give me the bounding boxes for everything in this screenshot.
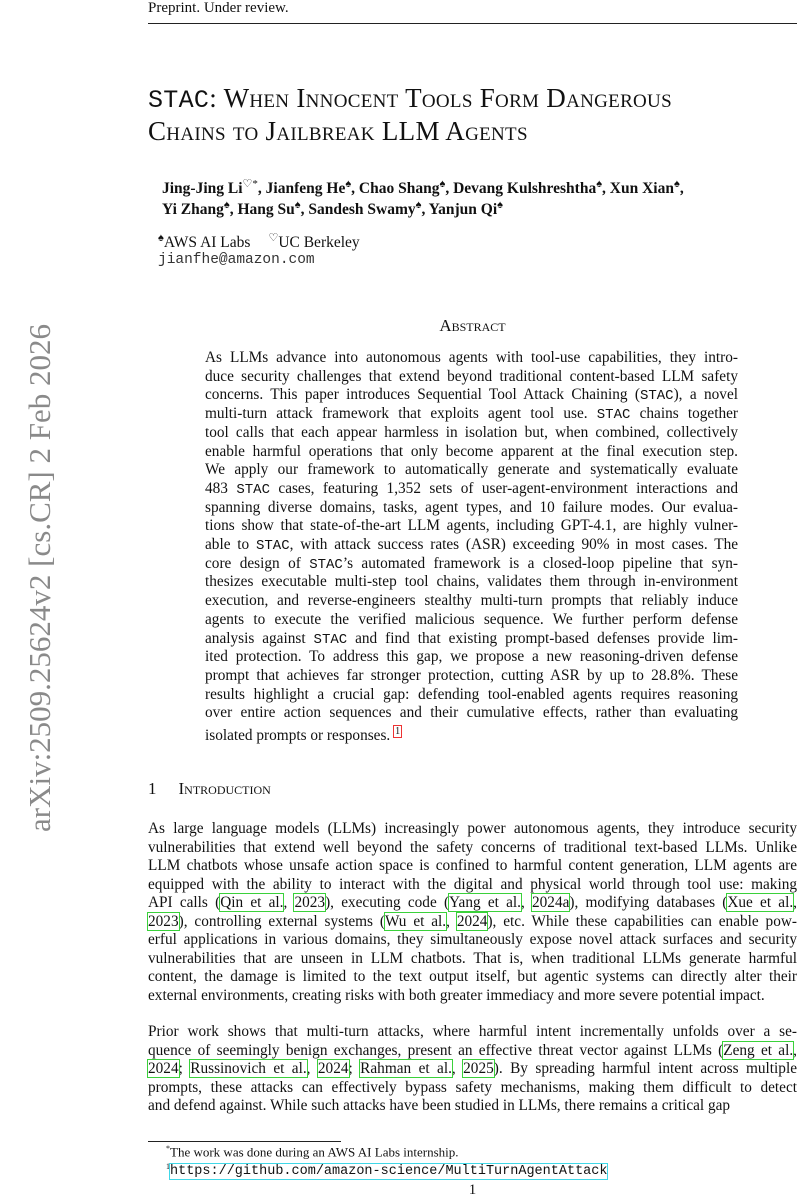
citation-link[interactable]: Yang et al.: [449, 894, 521, 912]
text-line: 2023), controlling external systems (Wu et al., 2024), etc. While these capabilities can enable pow-: [148, 912, 797, 930]
text-line: prompts, these attacks can effectively bypass safety mechanisms, making them difficult to detect: [148, 1078, 797, 1096]
abstract-heading: Abstract: [439, 316, 506, 335]
text-line: execution, and reverse-engineers stealthy multi-turn prompts that reliably induce: [205, 592, 738, 610]
separator: ,: [445, 180, 454, 198]
footnote-text: The work was done during an AWS AI Labs internship.: [170, 1144, 459, 1160]
method-name: STAC: [309, 556, 343, 573]
footnote-1: [166, 1162, 607, 1179]
affiliation-mark: ♠: [439, 178, 446, 190]
text-line: spanning diverse domains, tasks, agent types, and 10 failure modes. Our evalua-: [205, 498, 738, 516]
affiliation: [268, 234, 359, 251]
text-line: able to STAC, with attack success rates (ASR) exceeding 90% in most cases. The: [205, 536, 739, 554]
citation-link[interactable]: Russinovich et al.: [190, 1060, 307, 1078]
paper-title-line-1: [148, 83, 797, 115]
citation-link[interactable]: 2025: [463, 1060, 494, 1078]
text-line: erful applications in various domains, they simultaneously expose novel attack surfaces and security: [148, 931, 797, 949]
affiliations: [158, 231, 378, 252]
citation-link[interactable]: 2023: [294, 894, 326, 912]
method-name: STAC: [256, 538, 290, 554]
author-name: Yi Zhang: [162, 201, 224, 219]
author-list-line-1: [162, 177, 684, 198]
running-header: Preprint. Under review.: [148, 0, 289, 16]
section-number: 1: [148, 779, 157, 798]
citation-link[interactable]: 2023: [148, 912, 179, 930]
affiliation-mark: ♡*: [242, 178, 258, 190]
contact-email[interactable]: jianfhe@amazon.com: [158, 252, 315, 268]
text-line: ited protection. To address this gap, we propose a new reasoning-driven defense: [205, 648, 738, 666]
affiliation-mark: ♠: [223, 199, 230, 211]
section-title: Introduction: [178, 779, 271, 798]
separator: ,: [602, 180, 610, 198]
text-line: LLM chatbots whose unsafe action space is confined to harmful content generation, LLM agents are: [148, 857, 797, 875]
author-name: Yanjun Qi: [428, 201, 498, 219]
author-name: Jianfeng He: [265, 180, 346, 198]
affiliation-mark: ♠: [415, 199, 422, 211]
citation-link[interactable]: Zeng et al.: [723, 1041, 794, 1059]
affiliation-name: AWS AI Labs: [163, 234, 251, 252]
text-line: 2024; Russinovich et al., 2024; Rahman et al., 2025). By spreading harmful intent across multiple: [148, 1060, 797, 1078]
section-heading-introduction: [148, 779, 271, 799]
text-line: As LLMs advance into autonomous agents with tool-use capabilities, they intro-: [205, 349, 738, 366]
text-line: external environments, creating risks with both greater immediacy and more severe potential impact.: [148, 986, 765, 1004]
citation-link[interactable]: 2024: [148, 1060, 179, 1078]
text-line: tool calls that each appear harmless in isolation but, when combined, collectively: [205, 423, 738, 441]
citation-link[interactable]: Wu et al.: [384, 912, 447, 930]
arxiv-stamp: arXiv:2509.25624v2 [cs.CR] 2 Feb 2026: [22, 323, 57, 833]
affiliation-mark: ♡: [268, 232, 279, 244]
citation-link[interactable]: Xue et al.: [727, 894, 794, 912]
text-line: enable harmful operations that only become apparent at the final execution step.: [205, 442, 738, 460]
method-name: STAC: [639, 388, 674, 405]
text-line: vulnerabilities that are unseen in LLM chatbots. That is, when traditional LLMs generate harmful: [148, 949, 797, 967]
text-line: We apply our framework to automatically generate and systematically evaluate: [205, 461, 738, 479]
affiliation-mark: ♠: [345, 178, 352, 190]
footnote-mark: *: [166, 1144, 170, 1153]
header-rule: [148, 23, 797, 24]
text-line: analysis against STAC and find that existing prompt-based defenses provide lim-: [205, 629, 738, 648]
text-line: concerns. This paper introduces Sequential Tool Attack Chaining (STAC), a novel: [205, 386, 738, 405]
text-line: 483 STAC cases, featuring 1,352 sets of user-agent-environment interactions and: [205, 479, 738, 498]
text-line: Prior work shows that multi-turn attacks, where harmful intent incrementally unfolds over a se-: [148, 1023, 797, 1040]
text-line: duce security challenges that extend beyond traditional content-based LLM safety: [205, 367, 738, 385]
method-name: STAC: [236, 481, 270, 498]
separator: ,: [351, 180, 359, 198]
separator: ,: [679, 180, 684, 198]
text-line: and defend against. While such attacks have been studied in LLMs, there remains a critical gap: [148, 1097, 731, 1115]
affiliation-name: UC Berkeley: [278, 234, 360, 252]
author-name: Sandesh Swamy: [308, 201, 416, 219]
citation-link[interactable]: 2024a: [532, 894, 570, 912]
text-line: content, the damage is limited to the text output itself, but agentic systems can directly alter their: [148, 968, 797, 986]
text-line: thesizes executable multi-step tool chains, validates them through in-environment: [205, 573, 738, 591]
footnote-rule: [148, 1141, 341, 1142]
citation-link[interactable]: Rahman et al.: [360, 1060, 452, 1078]
author-name: Devang Kulshreshtha: [453, 180, 597, 198]
text-line: vulnerabilities that extend well beyond the safety concerns of traditional text-based LLMs. Unlike: [148, 838, 797, 856]
author-list-line-2: [162, 199, 503, 219]
text-line: tions show that state-of-the-art LLM agents, including GPT-4.1, are highly vulner-: [205, 517, 738, 535]
citation-link[interactable]: 2024: [456, 912, 488, 930]
text-line: equipped with the ability to interact with the digital and physical world through tool use: making: [148, 875, 797, 893]
footnote-ref-link[interactable]: 1: [395, 726, 401, 737]
text-line: over entire action sequences and their cumulative effects, rather than evaluating: [205, 704, 738, 722]
text-line: quence of seemingly benign exchanges, present an effective threat vector against LLMs (Zeng et al.,: [148, 1041, 797, 1059]
text-line: multi-turn attack framework that exploits agent tool use. STAC chains together: [205, 405, 738, 424]
footnote-mark: 1: [166, 1162, 170, 1171]
title-acronym: STAC: [148, 86, 210, 115]
text-line: agents to execute the verified malicious sequence. We further perform defense: [205, 610, 738, 628]
affiliation: [158, 234, 250, 251]
text-line: results highlight a crucial gap: defending tool-enabled agents requires reasoning: [205, 685, 738, 703]
affiliation-mark: ♠: [497, 199, 503, 211]
author-name: Jing-Jing Li: [162, 180, 243, 198]
author-name: Xun Xian: [609, 180, 674, 198]
text-line: prompt that achieves far stronger protection, cutting ASR by up to 28.8%. These: [205, 666, 738, 684]
affiliation-mark: ♠: [158, 232, 164, 244]
separator: ,: [229, 201, 238, 219]
author-name: Chao Shang: [358, 180, 440, 198]
footnote-star: [166, 1144, 459, 1160]
text-line: As large language models (LLMs) increasingly power autonomous agents, they introduce security: [148, 820, 797, 837]
separator: ,: [257, 180, 266, 198]
github-link[interactable]: https://github.com/amazon-science/MultiTurnAgentAttack: [170, 1164, 608, 1180]
citation-link[interactable]: 2024: [317, 1060, 349, 1078]
text-line: isolated prompts or responses. $^1$: [205, 726, 401, 745]
separator: ,: [421, 201, 429, 219]
title-text: : When Innocent Tools Form Dangerous: [209, 83, 672, 113]
separator: ,: [300, 201, 309, 219]
affiliation-mark: ♠: [673, 178, 680, 190]
method-name: STAC: [313, 631, 348, 648]
text-line: core design of STAC’s automated framework is a closed-loop pipeline that syn-: [205, 554, 738, 573]
citation-link[interactable]: Qin et al.: [220, 894, 284, 912]
paper-title-line-2: Chains to Jailbreak LLM Agents: [148, 116, 528, 146]
text-line: API calls (Qin et al., 2023), executing code (Yang et al., 2024a), modifying databases (Xue et al.,: [148, 894, 797, 912]
affiliation-mark: ♠: [596, 178, 603, 190]
affiliation-mark: ♠: [294, 199, 301, 211]
author-name: Hang Su: [237, 201, 295, 219]
page-number: 1: [468, 1182, 477, 1198]
method-name: STAC: [596, 407, 631, 424]
